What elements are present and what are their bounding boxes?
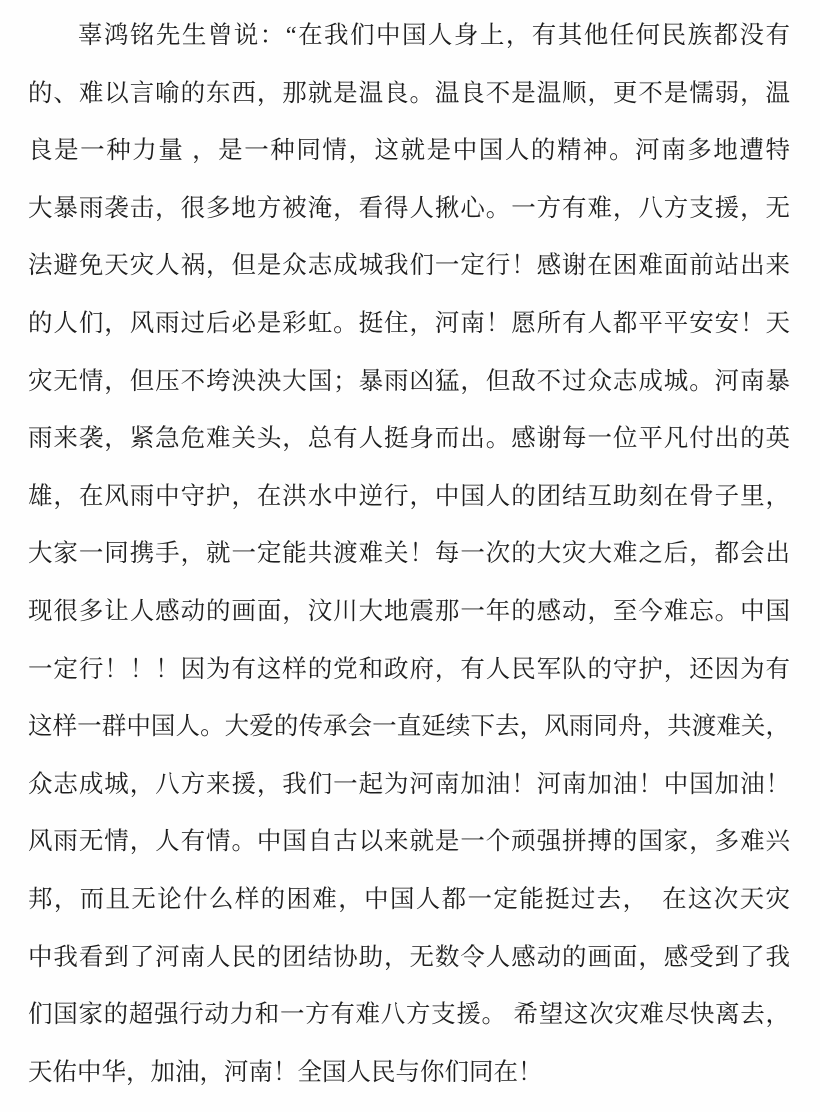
text-line: 一定行！！！因为有这样的党和政府，有人民军队的守护，还因为有 (28, 655, 790, 683)
text-line: 这样一群中国人。大爱的传承会一直延续下去，风雨同舟，共渡难关， (28, 713, 790, 741)
text-line: 邦，而且无论什么样的困难，中国人都一定能挺过去， 在这次天灾 (28, 885, 790, 913)
text-line: 们国家的超强行动力和一方有难八方支援。 希望这次灾难尽快离去， (28, 1001, 790, 1029)
text-line: 大家一同携手，就一定能共渡难关！每一次的大灾大难之后，都会出 (28, 540, 790, 568)
text-line: 大暴雨袭击，很多地方被淹，看得人揪心。一方有难，八方支援，无 (28, 194, 790, 222)
text-line: 雄，在风雨中守护，在洪水中逆行，中国人的团结互助刻在骨子里， (28, 482, 790, 510)
text-line: 良是一种力量 ，是一种同情，这就是中国人的精神。河南多地遭特 (28, 137, 790, 165)
text-line: 众志成城，八方来援，我们一起为河南加油！河南加油！中国加油！ (28, 770, 790, 798)
paragraph (28, 7, 790, 1101)
text-line: 辜鸿铭先生曾说：“在我们中国人身上，有其他任何民族都没有 (78, 22, 790, 49)
text-line: 灾无情，但压不垮泱泱大国；暴雨凶猛，但敌不过众志成城。河南暴 (28, 367, 790, 395)
text-line: 的人们，风雨过后必是彩虹。挺住，河南！愿所有人都平平安安！天 (28, 309, 790, 337)
text-line: 雨来袭，紧急危难关头，总有人挺身而出。感谢每一位平凡付出的英 (28, 425, 790, 453)
text-line: 现很多让人感动的画面，汶川大地震那一年的感动，至今难忘。中国 (28, 597, 790, 625)
text-line: 中我看到了河南人民的团结协助，无数令人感动的画面，感受到了我 (28, 943, 790, 971)
text-line: 风雨无情，人有情。中国自古以来就是一个顽强拼搏的国家，多难兴 (28, 828, 790, 856)
text-line: 天佑中华，加油，河南！全国人民与你们同在！ (28, 1058, 543, 1086)
text-line: 的、难以言喻的东西，那就是温良。温良不是温顺，更不是懦弱，温 (28, 79, 790, 107)
text-line: 法避免天灾人祸，但是众志成城我们一定行！感谢在困难面前站出来 (28, 252, 790, 280)
